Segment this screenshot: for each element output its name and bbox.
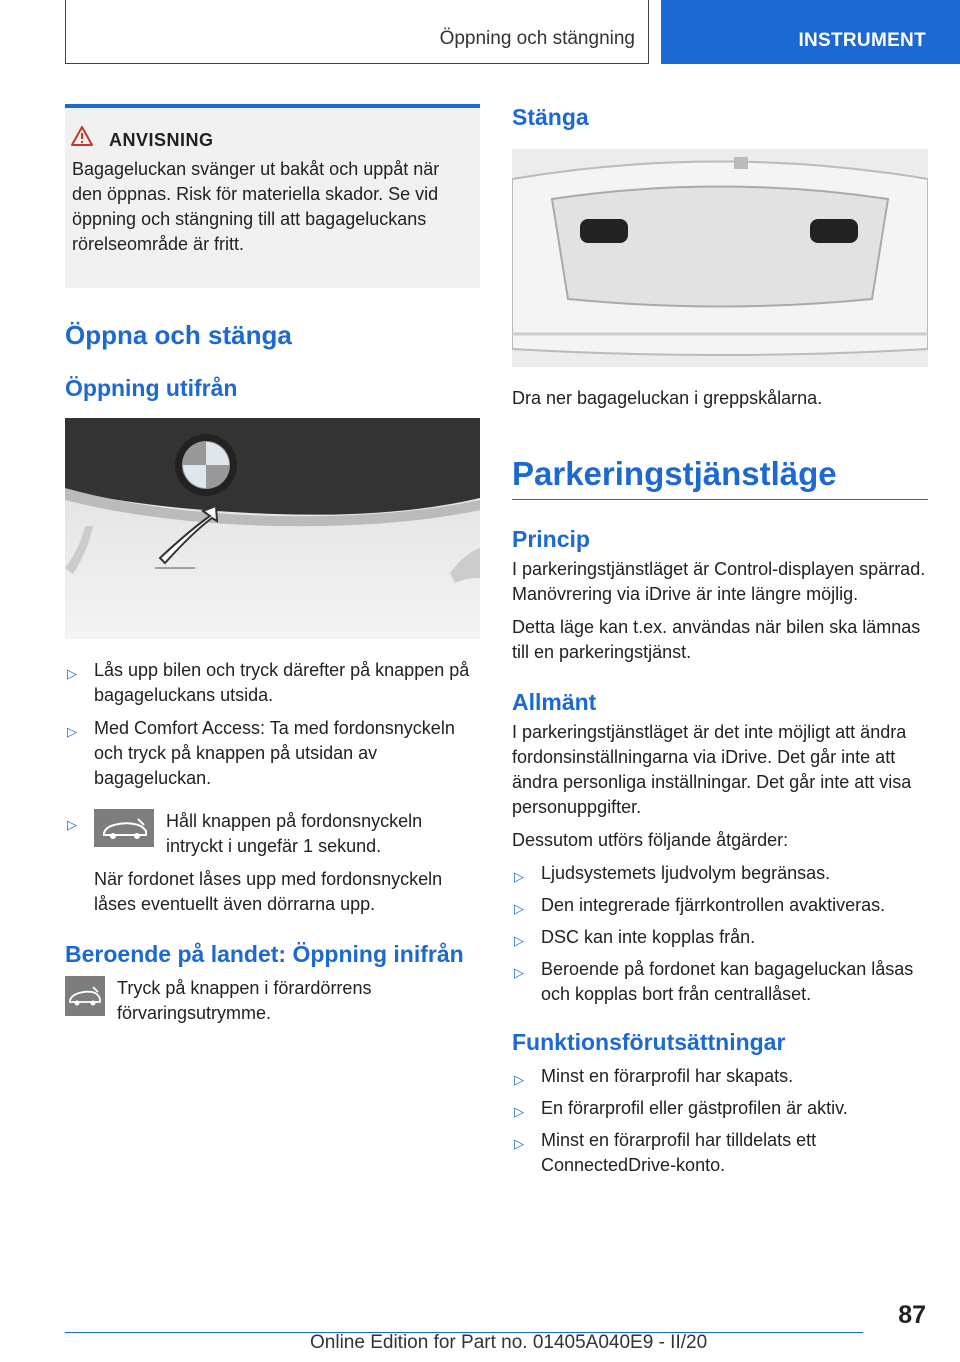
close-caption: Dra ner bagageluckan i greppskålarna. <box>512 388 823 408</box>
open-inside-row <box>65 976 480 1026</box>
warning-title <box>109 130 472 151</box>
list-item-text: Håll knappen på fordonsnyckeln intryckt i ungefär 1 sekund. <box>166 811 423 856</box>
list-item <box>65 716 480 791</box>
triangle-bullet-icon: ▷ <box>67 817 77 832</box>
list-item-text: Ljudsystemets ljudvolym begränsas. <box>541 863 831 883</box>
section-heading-open-close: Öppna och stänga <box>65 320 292 350</box>
triangle-bullet-icon: ▷ <box>514 1072 524 1087</box>
list-item-text: En förarprofil eller gästprofilen är aktiv. <box>541 1098 848 1118</box>
list-item <box>512 925 928 950</box>
open-inside-text: Tryck på knappen i förardörrens förvaringsutrymme. <box>117 978 372 1023</box>
list-item <box>512 957 928 1007</box>
triangle-bullet-icon: ▷ <box>514 1136 524 1151</box>
subheading-requirements: Funktionsförutsättningar <box>512 1029 786 1055</box>
after-bullets-text: När fordonet låses upp med fordonsnyckeln låses eventuellt även dörrarna upp. <box>94 869 443 914</box>
warning-title-text: ANVISNING <box>109 130 214 150</box>
triangle-bullet-icon: ▷ <box>514 965 524 980</box>
triangle-bullet-icon: ▷ <box>514 901 524 916</box>
triangle-bullet-icon: ▷ <box>514 1104 524 1119</box>
car-trunk-key-icon <box>94 809 154 847</box>
trunk-outside-illustration <box>65 418 480 644</box>
triangle-bullet-icon: ▷ <box>514 869 524 884</box>
list-item <box>65 658 480 708</box>
list-item-text: Lås upp bilen och tryck därefter på knappen på bagageluckans utsida. <box>94 660 470 705</box>
subheading-close: Stänga <box>512 104 589 130</box>
trunk-close-illustration <box>512 149 928 372</box>
triangle-bullet-icon: ▷ <box>67 724 77 739</box>
list-item <box>512 1096 928 1121</box>
warning-text: Bagageluckan svänger ut bakåt och uppåt när den öppnas. Risk för materiella skador. Se vid öppning och stängning till att bagageluckans rörelseområde är fritt. <box>72 159 440 254</box>
open-outside-steps <box>65 658 480 859</box>
list-item-text: Minst en förarprofil har skapats. <box>541 1066 794 1086</box>
left-column <box>65 104 480 1026</box>
list-item <box>512 1128 928 1178</box>
subheading-general: Allmänt <box>512 689 597 715</box>
list-item-text: Beroende på fordonet kan bagageluckan låsas och kopplas bort från centrallåset. <box>541 959 914 1004</box>
header-chapter-label: INSTRUMENT <box>798 30 926 51</box>
warning-triangle-icon <box>71 126 93 146</box>
general-paragraph-2: Dessutom utförs följande åtgärder: <box>512 830 789 850</box>
principle-paragraph-1: I parkeringstjänstläget är Control-displayen spärrad. Manövrering via iDrive är inte längre möjlig. <box>512 559 926 604</box>
subheading-open-inside: Beroende på landet: Öppning inifrån <box>65 941 464 967</box>
page-number: 87 <box>898 1301 926 1329</box>
list-item-text: Minst en förarprofil har tilldelats ett ConnectedDrive-konto. <box>541 1130 817 1175</box>
car-trunk-key-icon <box>65 976 105 1016</box>
subheading-principle: Princip <box>512 526 590 552</box>
list-item <box>512 1064 928 1089</box>
general-list <box>512 861 928 1007</box>
list-item <box>512 861 928 886</box>
list-item-text: Med Comfort Access: Ta med fordonsnyckeln och tryck på knappen på utsidan av bagageluckan. <box>94 718 455 788</box>
list-item-text: DSC kan inte kopplas från. <box>541 927 756 947</box>
section-heading-valet-mode: Parkeringstjänstläge <box>512 455 928 500</box>
warning-box <box>65 104 480 288</box>
triangle-bullet-icon: ▷ <box>514 933 524 948</box>
right-column <box>512 104 928 1178</box>
subheading-open-outside: Öppning utifrån <box>65 375 238 401</box>
requirements-list <box>512 1064 928 1178</box>
list-item <box>65 809 480 859</box>
list-item-text: Den integrerade fjärrkontrollen avaktiveras. <box>541 895 886 915</box>
triangle-bullet-icon: ▷ <box>67 666 77 681</box>
list-item <box>512 893 928 918</box>
header-section-title: Öppning och stängning <box>439 28 635 49</box>
principle-paragraph-2: Detta läge kan t.ex. användas när bilen ska lämnas till en parkeringstjänst. <box>512 617 921 662</box>
footer-edition-text: Online Edition for Part no. 01405A040E9 - II/20 <box>310 1332 708 1353</box>
header-chapter-tab[interactable] <box>661 0 960 64</box>
general-paragraph-1: I parkeringstjänstläget är det inte möjligt att ändra fordonsinställningarna via iDrive. Det går inte att ändra personliga inställningar. Det går inte att visa personuppgifter. <box>512 722 912 817</box>
